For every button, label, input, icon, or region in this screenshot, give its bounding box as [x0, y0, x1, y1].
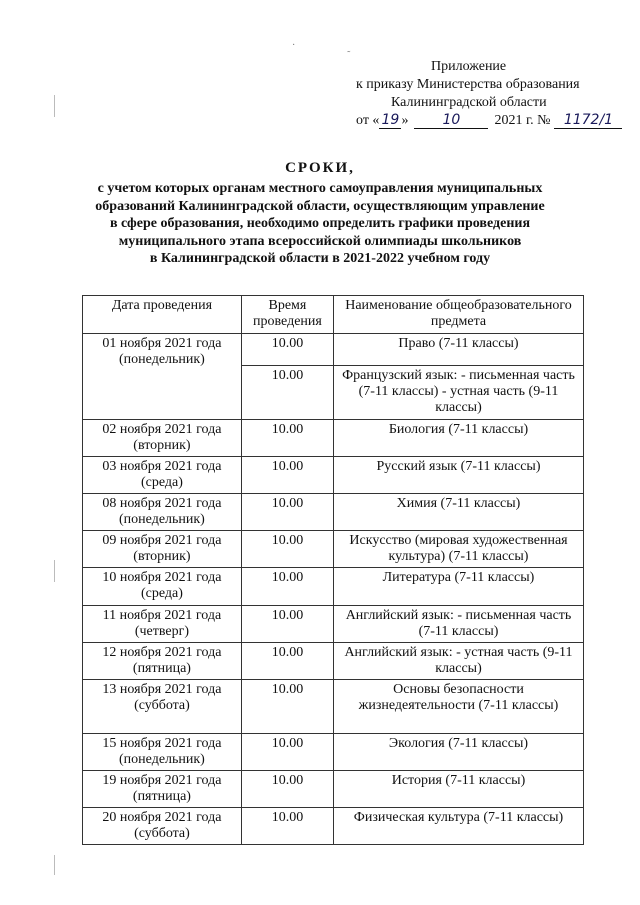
table-row — [83, 334, 584, 366]
scan-mark — [54, 560, 55, 582]
order-number: 1172/1 — [554, 112, 622, 129]
cell-subject: Биология (7-11 классы) — [333, 420, 583, 457]
cell-time: 10.00 — [241, 680, 333, 734]
cell-time: 10.00 — [241, 457, 333, 494]
cell-date: 12 ноября 2021 года (пятница) — [83, 643, 242, 680]
cell-date: 03 ноября 2021 года (среда) — [83, 457, 242, 494]
subtitle-line: в сфере образования, необходимо определить графики проведения — [109, 216, 531, 232]
scan-mark — [54, 95, 55, 117]
cell-time: 10.00 — [241, 606, 333, 643]
cell-date: 19 ноября 2021 года (пятница) — [83, 771, 242, 808]
cell-date: 09 ноября 2021 года (вторник) — [83, 531, 242, 568]
cell-time: 10.00 — [241, 334, 333, 366]
cell-subject: Английский язык: - письменная часть (7-11 классы) — [333, 606, 583, 643]
table-row — [83, 494, 584, 531]
cell-time: 10.00 — [241, 494, 333, 531]
order-ref: к приказу Министерства образования — [356, 77, 580, 92]
cell-subject: Основы безопасности жизнедеятельности (7-11 классы) — [333, 680, 583, 734]
cell-time: 10.00 — [241, 808, 333, 845]
table-row — [83, 680, 584, 734]
table-row — [83, 420, 584, 457]
cell-date: 10 ноября 2021 года (среда) — [83, 568, 242, 606]
appendix-label: Приложение — [431, 59, 507, 74]
table-row — [83, 771, 584, 808]
date-mid: » — [401, 113, 409, 128]
header-date: Дата проведения — [83, 296, 242, 334]
cell-date: 02 ноября 2021 года (вторник) — [83, 420, 242, 457]
cell-subject: Физическая культура (7-11 классы) — [333, 808, 583, 845]
cell-date: 13 ноября 2021 года (суббота) — [83, 680, 242, 734]
table-row — [83, 531, 584, 568]
table-row — [83, 643, 584, 680]
cell-date: 01 ноября 2021 года (понедельник) — [83, 334, 242, 420]
subtitle-line: в Калининградской области в 2021-2022 учебном году — [149, 251, 491, 267]
header-time: Время проведения — [241, 296, 333, 334]
subtitle-line: муниципального этапа всероссийской олимпиады школьников — [118, 233, 522, 249]
table-header-row — [83, 296, 584, 334]
table-row — [83, 808, 584, 845]
cell-time: 10.00 — [241, 366, 333, 420]
cell-subject: Русский язык (7-11 классы) — [333, 457, 583, 494]
region-name: Калининградской области — [391, 95, 547, 110]
schedule-table — [82, 295, 584, 845]
cell-subject: Искусство (мировая художественная культура) (7-11 классы) — [333, 531, 583, 568]
scan-dot: · — [292, 40, 296, 51]
table-row — [83, 568, 584, 606]
cell-subject: Экология (7-11 классы) — [333, 734, 583, 771]
date-day: 19 — [379, 112, 401, 129]
scan-dot: ˷ — [347, 42, 351, 53]
subtitle-line: с учетом которых органам местного самоуправления муниципальных — [97, 181, 543, 196]
cell-date: 20 ноября 2021 года (суббота) — [83, 808, 242, 845]
order-date-line — [356, 112, 622, 130]
subtitle-line: образований Калининградской области, осуществляющим управление — [95, 198, 545, 214]
cell-subject: Химия (7-11 классы) — [333, 494, 583, 531]
cell-time: 10.00 — [241, 420, 333, 457]
cell-subject: Английский язык: - устная часть (9-11 классы) — [333, 643, 583, 680]
cell-time: 10.00 — [241, 771, 333, 808]
cell-time: 10.00 — [241, 734, 333, 771]
scan-mark — [54, 855, 55, 875]
document-title: СРОКИ, — [285, 160, 355, 176]
cell-date: 15 ноября 2021 года (понедельник) — [83, 734, 242, 771]
document-subtitle — [40, 180, 600, 268]
date-year: 2021 г. № — [494, 113, 551, 128]
table-row — [83, 457, 584, 494]
cell-time: 10.00 — [241, 568, 333, 606]
cell-subject: Право (7-11 классы) — [333, 334, 583, 366]
date-prefix: от « — [356, 113, 380, 128]
cell-date: 08 ноября 2021 года (понедельник) — [83, 494, 242, 531]
table-row — [83, 606, 584, 643]
cell-subject: История (7-11 классы) — [333, 771, 583, 808]
cell-time: 10.00 — [241, 531, 333, 568]
date-month: 10 — [414, 112, 488, 129]
cell-subject: Литература (7-11 классы) — [333, 568, 583, 606]
header-subject: Наименование общеобразовательного предмета — [333, 296, 583, 334]
cell-date: 11 ноября 2021 года (четверг) — [83, 606, 242, 643]
cell-time: 10.00 — [241, 643, 333, 680]
table-row — [83, 734, 584, 771]
cell-subject: Французский язык: - письменная часть (7-11 классы) - устная часть (9-11 классы) — [333, 366, 583, 420]
